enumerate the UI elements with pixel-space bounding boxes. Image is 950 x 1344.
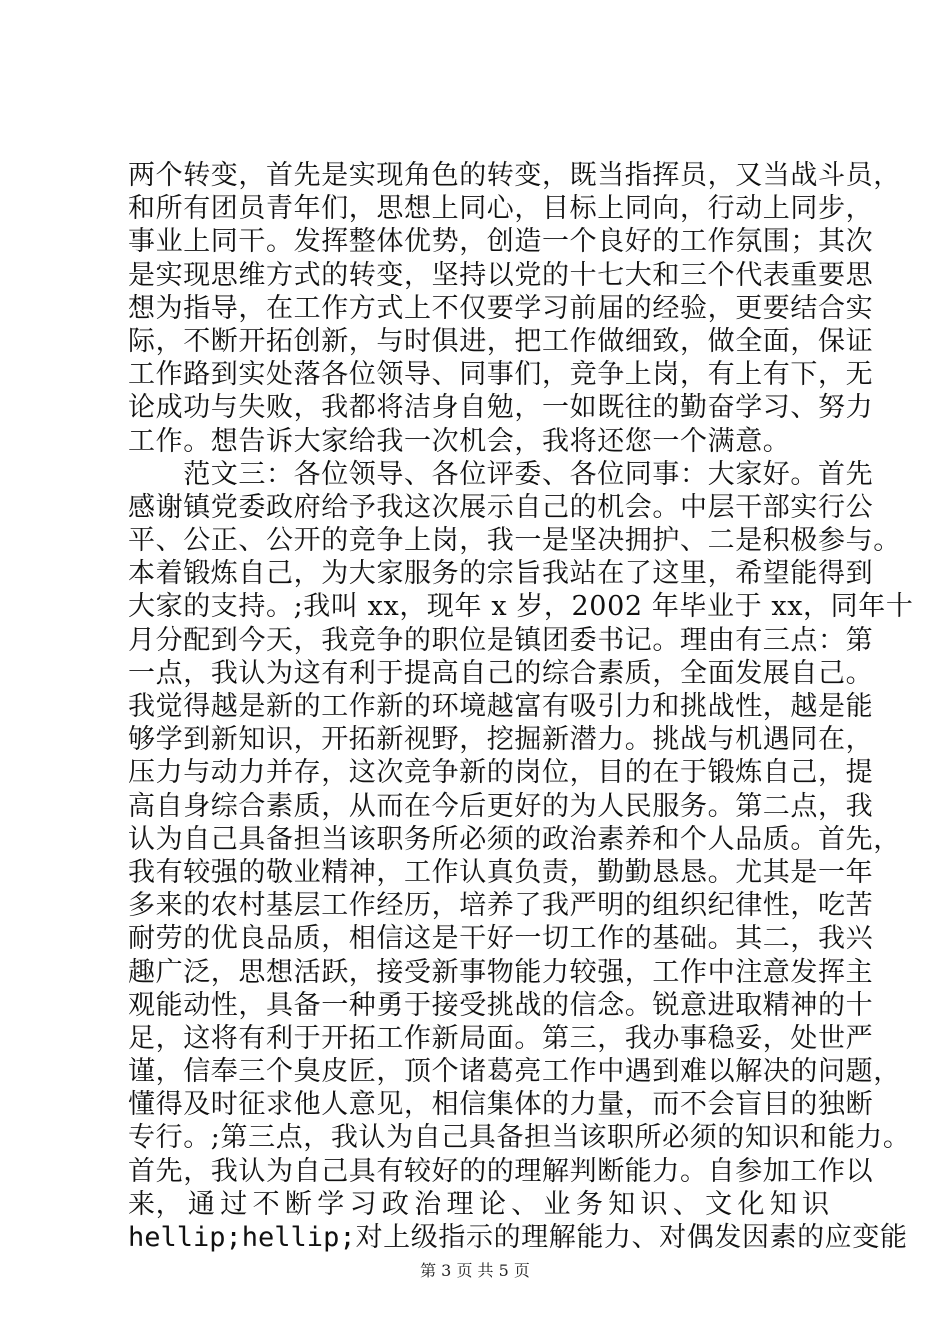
- text-fragment: 知: [608, 1188, 636, 1220]
- text-fragment: 对上级指示的理解能力、对偶发因素的应变能: [355, 1222, 908, 1253]
- text-line: 感谢镇党委政府给予我这次展示自己的机会。中层干部实行公: [128, 491, 874, 523]
- text-line: 高自身综合素质，从而在今后更好的为人民服务。第二点，我: [128, 790, 874, 822]
- text-line: 压力与动力并存，这次竞争新的岗位，目的在于锻炼自己，提: [128, 757, 874, 789]
- text-line: [128, 1221, 908, 1254]
- text-line: 大家的支持。;我叫 xx，现年 x 岁，2002 年毕业于 xx，同年十: [128, 591, 914, 623]
- justified-text-line: [128, 1188, 830, 1221]
- text-fragment: 、: [511, 1188, 539, 1220]
- text-line: 事业上同干。发挥整体优势，创造一个良好的工作氛围；其次: [128, 226, 874, 258]
- text-line: 趣广泛，思想活跃，接受新事物能力较强，工作中注意发挥主: [128, 956, 874, 988]
- text-line: 本着锻炼自己，为大家服务的宗旨我站在了这里，希望能得到: [128, 558, 874, 590]
- text-fragment: 过: [220, 1188, 248, 1220]
- body-text: [128, 159, 914, 1254]
- text-line: 工作。想告诉大家给我一次机会，我将还您一个满意。: [128, 425, 791, 457]
- text-line: 和所有团员青年们，思想上同心，目标上同向，行动上同步，: [128, 193, 874, 225]
- text-fragment: 、: [672, 1188, 701, 1220]
- text-fragment: 文: [705, 1188, 733, 1220]
- text-fragment: 不: [252, 1188, 281, 1220]
- text-fragment: 业: [543, 1188, 572, 1220]
- text-line: 足，这将有利于开拓工作新局面。第三，我办事稳妥，处世严: [128, 1022, 874, 1054]
- text-fragment: 治: [414, 1188, 442, 1220]
- text-fragment: 习: [349, 1188, 378, 1220]
- text-line: 多来的农村基层工作经历，培养了我严明的组织纪律性，吃苦: [128, 890, 874, 922]
- text-line: 懂得及时征求他人意见，相信集体的力量，而不会盲目的独断: [128, 1089, 874, 1121]
- text-fragment: 识: [640, 1188, 669, 1220]
- text-fragment: 通: [187, 1188, 216, 1220]
- text-line: 论成功与失败，我都将洁身自勉，一如既往的勤奋学习、努力: [128, 392, 874, 424]
- text-line: 两个转变，首先是实现角色的转变，既当指挥员，又当战斗员，: [128, 160, 901, 191]
- text-line: 我有较强的敬业精神，工作认真负责，勤勤恳恳。尤其是一年: [128, 856, 874, 888]
- text-fragment: 断: [284, 1188, 313, 1220]
- text-fragment: 学: [317, 1188, 345, 1220]
- text-line: 工作路到实处落各位领导、同事们，竞争上岗，有上有下，无: [128, 359, 874, 391]
- text-fragment: 政: [381, 1188, 410, 1220]
- text-line: 想为指导，在工作方式上不仅要学习前届的经验，更要结合实: [128, 292, 874, 324]
- text-fragment: hellip;hellip;: [128, 1222, 356, 1253]
- text-line: 月分配到今天，我竞争的职位是镇团委书记。理由有三点：第: [128, 624, 874, 656]
- text-line: 专行。;第三点，我认为自己具备担当该职所必须的知识和能力。: [128, 1122, 911, 1154]
- page-footer: 第 3 页 共 5 页: [420, 1261, 530, 1280]
- text-line: 谨，信奉三个臭皮匠，顶个诸葛亮工作中遇到难以解决的问题，: [128, 1056, 901, 1088]
- text-line: 际，不断开拓创新，与时俱进，把工作做细致，做全面，保证: [128, 325, 874, 357]
- text-line: 认为自己具备担当该职务所必须的政治素养和个人品质。首先，: [128, 823, 901, 855]
- text-line: 够学到新知识，开拓新视野，挖掘新潜力。挑战与机遇同在，: [128, 724, 874, 756]
- text-line: 范文三：各位领导、各位评委、各位同事：大家好。首先: [128, 458, 874, 490]
- text-line: 我觉得越是新的工作新的环境越富有吸引力和挑战性，越是能: [128, 691, 874, 722]
- text-fragment: 论: [478, 1188, 507, 1220]
- text-line: 耐劳的优良品质，相信这是干好一切工作的基础。其二，我兴: [128, 923, 874, 955]
- text-fragment: 化: [737, 1188, 766, 1220]
- text-line: 首先，我认为自己具有较好的的理解判断能力。自参加工作以: [128, 1155, 874, 1187]
- text-line: 是实现思维方式的转变，坚持以党的十七大和三个代表重要思: [128, 259, 874, 291]
- text-fragment: 务: [575, 1188, 604, 1220]
- text-fragment: 理: [446, 1188, 475, 1220]
- text-line: 一点，我认为这有利于提高自己的综合素质，全面发展自己。: [128, 657, 874, 689]
- text-line: 观能动性，具备一种勇于接受挑战的信念。锐意进取精神的十: [128, 989, 874, 1021]
- text-fragment: 来，: [128, 1188, 184, 1220]
- text-fragment: 识: [802, 1188, 830, 1220]
- text-line: 平、公正、公开的竞争上岗，我一是坚决拥护、二是积极参与。: [128, 525, 901, 557]
- text-fragment: 知: [769, 1188, 798, 1220]
